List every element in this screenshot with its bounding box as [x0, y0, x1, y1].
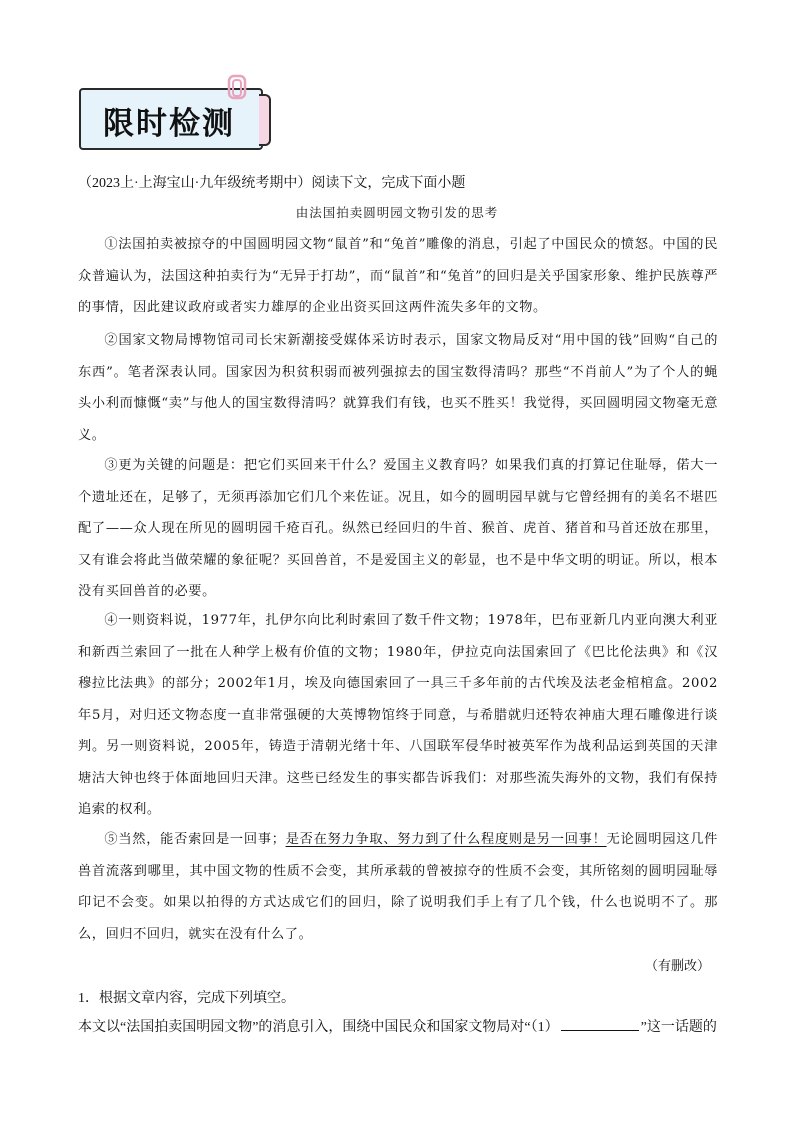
paper-clip-icon — [226, 74, 248, 100]
paragraph-5-lead: ⑤当然，能否索回是一回事； — [104, 832, 286, 847]
paragraph-3: ③更为关键的问题是：把它们买回来干什么？爱国主义教育吗？如果我们真的打算记住耻辱，偌大一个遗址还在，足够了，无须再添加它们几个来佐证。况且，如今的圆明园早就与它曾经拥有的美名不堪匹配了——众人现在所见的圆明园千疮百孔。纵然已经回归的牛首、猴首、虎首、猪首和马首还放在那里，又有谁会将此当做荣耀的象征呢？买回兽首，不是爱国主义的彰显，也不是中华文明的明证。所以，根本没有买回兽首的必要。 — [78, 458, 718, 599]
answer-blank-1[interactable] — [561, 1016, 639, 1031]
edit-note: （有删改） — [644, 958, 710, 973]
paragraph-5 — [78, 824, 718, 950]
question-1-text-b: ”这一话题的 — [640, 1020, 717, 1035]
article-title: 由法国拍卖圆明园文物引发的思考 — [295, 205, 499, 220]
banner-title: 限时检测 — [103, 106, 235, 142]
paragraph-5-underlined: 是否在努力争取、努力到了什么程度则是另一回事！ — [285, 832, 607, 847]
banner-tab-decoration — [259, 94, 271, 146]
question-source: （2023上·上海宝山·九年级统考期中）阅读下文，完成下面小题 — [78, 176, 466, 191]
paragraph-1: ①法国拍卖被掠夺的中国圆明园文物“鼠首”和“兔首”雕像的消息，引起了中国民众的愤怒。中国的民众普遍认为，法国这种拍卖行为“无异于打劫”，而“鼠首”和“兔首”的回归是关乎国家形象、维护民族尊严的事情，因此建议政府或者实力雄厚的企业出资买回这两件流失多年的文物。 — [78, 237, 718, 315]
paragraph-2: ②国家文物局博物馆司司长宋新潮接受媒体采访时表示，国家文物局反对“用中国的钱”回购“自己的东西”。笔者深表认同。国家因为积贫积弱而被列强掠去的国宝数得清吗？那些“不肖前人”为了个人的蝇头小利而慷慨“卖”与他人的国宝数得清吗？就算我们有钱，也买不胜买！我觉得，买回圆明园文物毫无意义。 — [78, 333, 718, 443]
question-1-text — [78, 1016, 728, 1036]
paragraph-4: ④一则资料说，1977年，扎伊尔向比利时索回了数千件文物；1978年，巴布亚新几内亚向澳大利亚和新西兰索回了一批在人种学上极有价值的文物；1980年，伊拉克向法国索回了《巴比伦法典》和《汉穆拉比法典》的部分；2002年1月，埃及向德国索回了一具三千多年前的古代埃及法老金棺棺盒。2002年5月，对归还文物态度一直非常强硬的大英博物馆终于同意，与希腊就归还特农神庙大理石雕像进行谈判。另一则资料说，2005年，铸造于清朝光绪十年、八国联军侵华时被英军作为战利品运到英国的天津塘沽大钟也终于体面地回归天津。这些已经发生的事实都告诉我们：对那些流失海外的文物，我们有保持追索的权利。 — [78, 613, 718, 817]
question-1-text-a: 本文以“法国拍卖国明园文物”的消息引入，围绕中国民众和国家文物局对“（1） — [78, 1020, 559, 1035]
paragraph-5-rest: 无论圆明园这几件兽首流落到哪里，其中国文物的性质不会变，其所承载的曾被掠夺的性质不会变，其所铭刻的圆明园耻辱印记不会变。如果以拍得的方式达成它们的回归，除了说明我们手上有了几个钱，什么也说明不了。那么，回归不回归，就实在没有什么了。 — [78, 832, 718, 942]
question-1-heading: 1．根据文章内容，完成下列填空。 — [78, 991, 295, 1006]
